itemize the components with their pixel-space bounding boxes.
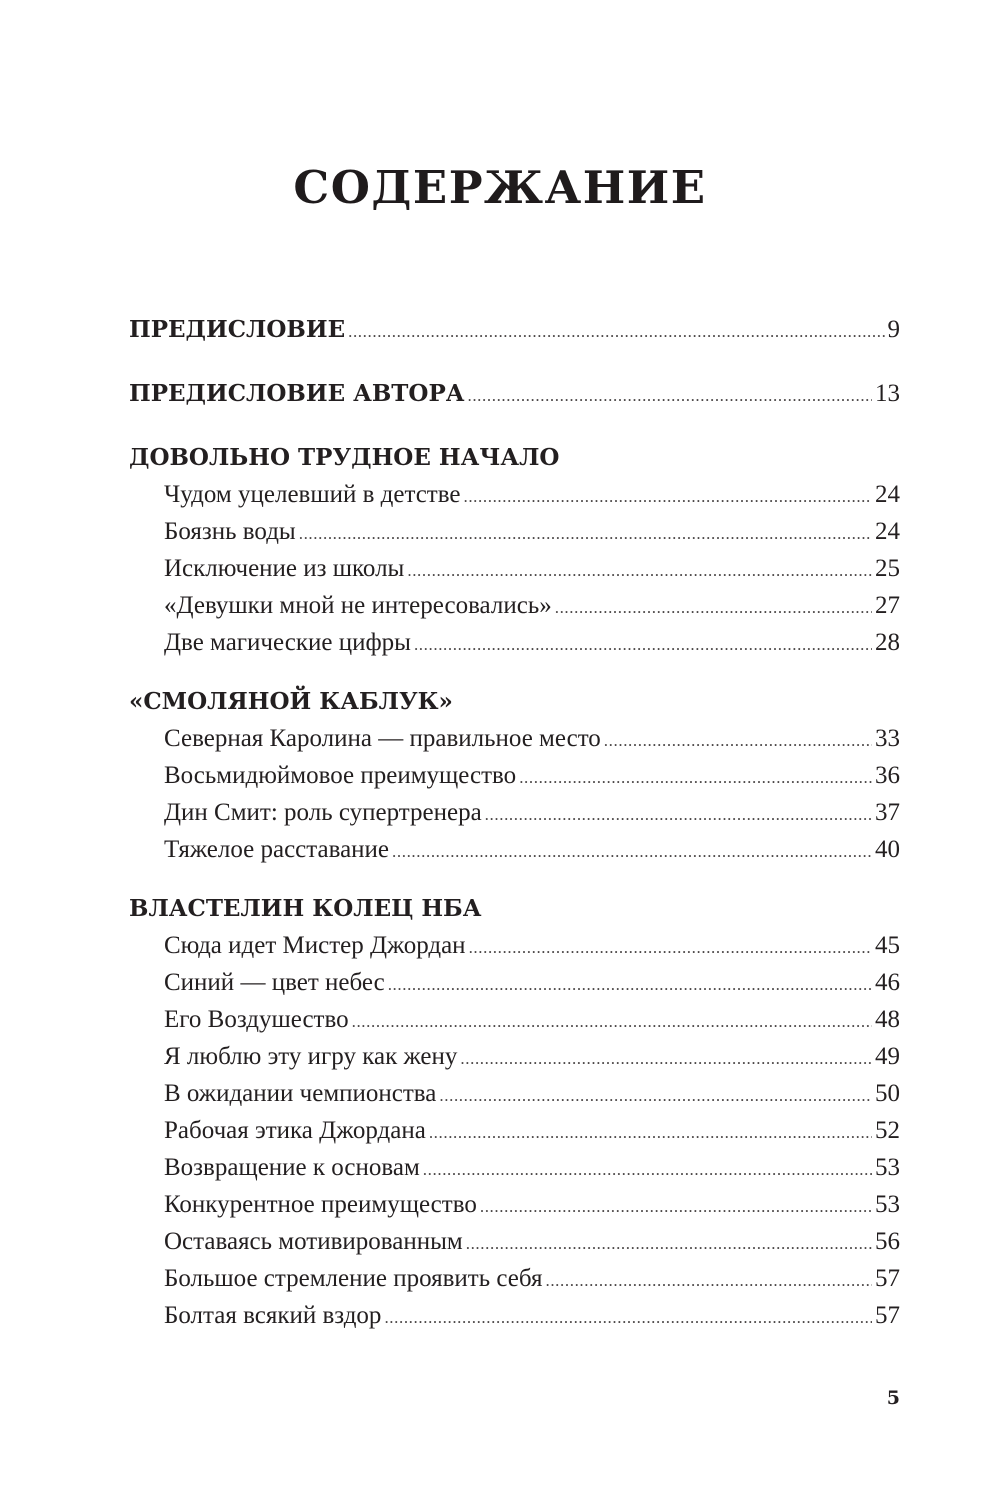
toc-item[interactable] [129, 1075, 900, 1112]
dot-leader [352, 1003, 872, 1040]
section-heading[interactable]: ДОВОЛЬНО ТРУДНОЕ НАЧАЛО [129, 444, 560, 471]
toc-page-number: 24 [875, 481, 900, 508]
toc-item-label: Чудом уцелевший в детстве [164, 481, 461, 508]
toc-page-number: 28 [875, 629, 900, 656]
toc-entry-label: ПРЕДИСЛОВИЕ [129, 316, 346, 343]
toc-page-number: 36 [875, 762, 900, 789]
dot-leader [463, 478, 872, 515]
dot-leader [555, 589, 872, 626]
toc-item-label: Тяжелое расставание [164, 836, 390, 863]
toc-page-number: 53 [875, 1154, 900, 1181]
dot-leader [469, 929, 872, 966]
dot-leader [467, 377, 872, 414]
toc-item[interactable] [129, 720, 900, 757]
toc-item[interactable] [129, 1297, 900, 1334]
toc-item-label: Две магические цифры [164, 629, 411, 656]
page-title: СОДЕРЖАНИЕ [293, 161, 707, 214]
dot-leader [460, 1040, 872, 1077]
toc-page-number: 37 [875, 799, 900, 826]
toc-page-number: 9 [887, 316, 900, 343]
toc-item-label: Большое стремление проявить себя [164, 1265, 543, 1292]
toc-item-label: Сюда идет Мистер Джордан [164, 932, 466, 959]
toc-item-label: Дин Смит: роль супертренера [164, 799, 482, 826]
toc-page-number: 57 [875, 1265, 900, 1292]
toc-entry-preface[interactable] [129, 311, 900, 348]
dot-leader [485, 796, 872, 833]
toc-page-number: 52 [875, 1117, 900, 1144]
toc-page-number: 45 [875, 932, 900, 959]
table-of-contents [129, 311, 900, 1334]
toc-page-number: 33 [875, 725, 900, 752]
toc-item[interactable] [129, 757, 900, 794]
toc-item[interactable] [129, 587, 900, 624]
toc-page-number: 25 [875, 555, 900, 582]
toc-item[interactable] [129, 794, 900, 831]
toc-item[interactable] [129, 964, 900, 1001]
toc-item-label: В ожидании чемпионства [164, 1080, 437, 1107]
toc-item-label: Возвращение к основам [164, 1154, 420, 1181]
toc-entry-label: ПРЕДИСЛОВИЕ АВТОРА [129, 380, 465, 407]
dot-leader [384, 1299, 872, 1336]
dot-leader [439, 1077, 872, 1114]
toc-page-number: 40 [875, 836, 900, 863]
toc-item[interactable] [129, 831, 900, 868]
dot-leader [466, 1225, 872, 1262]
toc-item[interactable] [129, 1186, 900, 1223]
dot-leader [299, 515, 872, 552]
toc-item[interactable] [129, 927, 900, 964]
dot-leader [423, 1151, 872, 1188]
toc-item-label: Исключение из школы [164, 555, 405, 582]
toc-item-label: «Девушки мной не интересовались» [164, 592, 552, 619]
toc-entry-author-preface[interactable] [129, 375, 900, 412]
toc-item[interactable] [129, 1038, 900, 1075]
toc-item[interactable] [129, 550, 900, 587]
toc-item-label: Восьмидюймовое преимущество [164, 762, 517, 789]
toc-item-label: Оставаясь мотивированным [164, 1228, 463, 1255]
toc-item-label: Рабочая этика Джордана [164, 1117, 426, 1144]
section-heading[interactable]: ВЛАСТЕЛИН КОЛЕЦ НБА [129, 895, 482, 922]
dot-leader [604, 722, 872, 759]
toc-item-label: Конкурентное преимущество [164, 1191, 477, 1218]
dot-leader [414, 626, 872, 663]
dot-leader [519, 759, 872, 796]
toc-page-number: 48 [875, 1006, 900, 1033]
toc-page-number: 53 [875, 1191, 900, 1218]
toc-page-number: 13 [875, 380, 900, 407]
toc-item-label: Я люблю эту игру как жену [164, 1043, 458, 1070]
toc-page-number: 50 [875, 1080, 900, 1107]
dot-leader [407, 552, 872, 589]
toc-item-label: Северная Каролина — правильное место [164, 725, 601, 752]
section-heading[interactable]: «СМОЛЯНОЙ КАБЛУК» [129, 688, 453, 715]
page-number: 5 [886, 1387, 900, 1409]
dot-leader [348, 313, 884, 350]
toc-page-number: 27 [875, 592, 900, 619]
toc-item[interactable] [129, 624, 900, 661]
toc-page-number: 46 [875, 969, 900, 996]
toc-page-number: 49 [875, 1043, 900, 1070]
toc-item-label: Болтая всякий вздор [164, 1302, 382, 1329]
toc-item[interactable] [129, 1149, 900, 1186]
toc-item-label: Боязнь воды [164, 518, 296, 545]
toc-page-number: 24 [875, 518, 900, 545]
dot-leader [392, 833, 872, 870]
dot-leader [388, 966, 872, 1003]
toc-item[interactable] [129, 1260, 900, 1297]
dot-leader [429, 1114, 872, 1151]
toc-item[interactable] [129, 1112, 900, 1149]
dot-leader [480, 1188, 872, 1225]
toc-page-number: 57 [875, 1302, 900, 1329]
dot-leader [545, 1262, 872, 1299]
toc-item[interactable] [129, 1223, 900, 1260]
toc-page-number: 56 [875, 1228, 900, 1255]
toc-item-label: Синий — цвет небес [164, 969, 385, 996]
toc-item[interactable] [129, 476, 900, 513]
toc-item[interactable] [129, 513, 900, 550]
toc-item-label: Его Воздушество [164, 1006, 349, 1033]
toc-item[interactable] [129, 1001, 900, 1038]
